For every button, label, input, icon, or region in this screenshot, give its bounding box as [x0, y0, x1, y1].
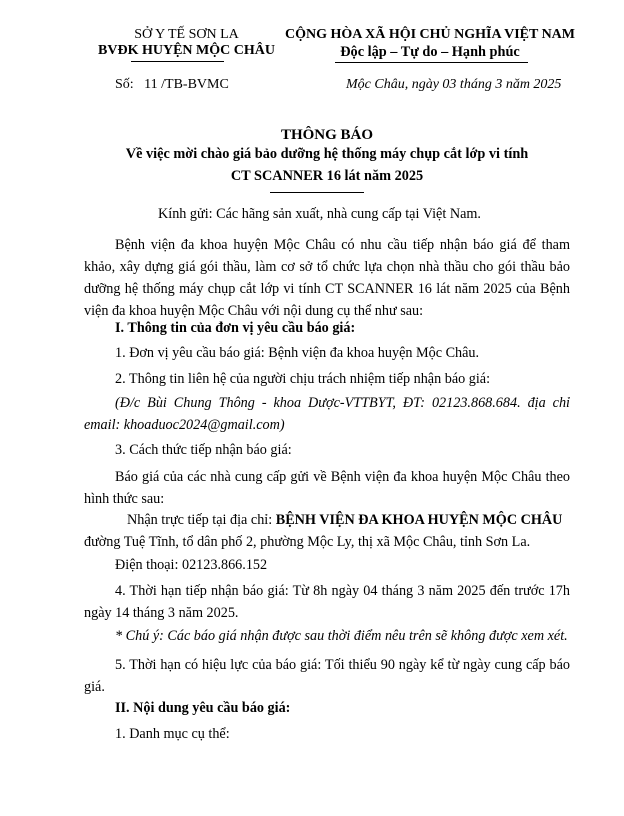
ministry-name: SỞ Y TẾ SƠN LA [134, 27, 239, 42]
motto-underline [335, 62, 528, 63]
direct-delivery-label: Nhận trực tiếp tại địa chỉ: [127, 512, 276, 528]
section-2-heading: II. Nội dung yêu cầu báo giá: [115, 700, 291, 716]
title-underline [270, 192, 364, 193]
item-3-text: Báo giá của các nhà cung cấp gửi về Bệnh viện đa khoa huyện Mộc Châu theo hình thức sau: [84, 469, 570, 507]
national-motto: Độc lập – Tự do – Hạnh phúc [340, 44, 520, 60]
hospital-phone: Điện thoại: 02123.866.152 [115, 557, 268, 573]
section-2-item-1: 1. Danh mục cụ thể: [115, 726, 230, 742]
item-5: 5. Thời hạn có hiệu lực của báo giá: Tối thiểu 90 ngày kể từ ngày cung cấp báo giá. [84, 657, 570, 695]
hospital-full-name: BỆNH VIỆN ĐA KHOA HUYỆN MỘC CHÂU [275, 512, 563, 528]
hospital-address: đường Tuệ Tĩnh, tổ dân phố 2, phường Mộc Ly, thị xã Mộc Châu, tỉnh Sơn La. [84, 534, 531, 550]
note: * Chú ý: Các báo giá nhận được sau thời điểm nêu trên sẽ không được xem xét. [115, 628, 568, 644]
hospital-underline [131, 61, 224, 62]
contact-info: (Đ/c Bùi Chung Thông - khoa Dược-VTTBYT, ĐT: 02123.868.684. địa chỉ email: khoaduoc2024@gmail.com) [84, 395, 570, 433]
item-1: 1. Đơn vị yêu cầu báo giá: Bệnh viện đa khoa huyện Mộc Châu. [115, 345, 480, 361]
item-4: 4. Thời hạn tiếp nhận báo giá: Từ 8h ngày 04 tháng 3 năm 2025 đến trước 17h ngày 14 tháng 3 năm 2025. [84, 583, 570, 621]
section-1-heading: I. Thông tin của đơn vị yêu cầu báo giá: [115, 320, 356, 336]
document-number: Số: 11 /TB-BVMC [115, 77, 229, 92]
item-3: 3. Cách thức tiếp nhận báo giá: [115, 442, 292, 458]
country-name: CỘNG HÒA XÃ HỘI CHỦ NGHĨA VIỆT NAM [284, 27, 575, 42]
title-subject-line-1: Về việc mời chào giá bảo dưỡng hệ thống máy chụp cắt lớp vi tính [125, 146, 529, 162]
hospital-name: BVĐK HUYỆN MỘC CHÂU [98, 43, 275, 58]
direct-delivery-line [127, 512, 562, 529]
document-title: THÔNG BÁO [280, 127, 374, 143]
item-2: 2. Thông tin liên hệ của người chịu trách nhiệm tiếp nhận báo giá: [115, 371, 491, 387]
place-and-date: Mộc Châu, ngày 03 tháng 3 năm 2025 [346, 77, 562, 92]
intro-paragraph: Bệnh viện đa khoa huyện Mộc Châu có nhu cầu tiếp nhận báo giá để tham khảo, xây dựng giá gói thầu, làm cơ sở tổ chức lựa chọn nhà thầu cho gói thầu bảo dưỡng hệ thống máy chụp cắt lớp vi tính CT SCANNER 16 lát năm 2025 của Bệnh viện đa khoa huyện Mộc Châu với nội dung cụ thể như sau: [84, 237, 570, 319]
title-subject-line-2: CT SCANNER 16 lát năm 2025 [230, 168, 424, 184]
greeting: Kính gửi: Các hãng sản xuất, nhà cung cấp tại Việt Nam. [158, 206, 481, 222]
